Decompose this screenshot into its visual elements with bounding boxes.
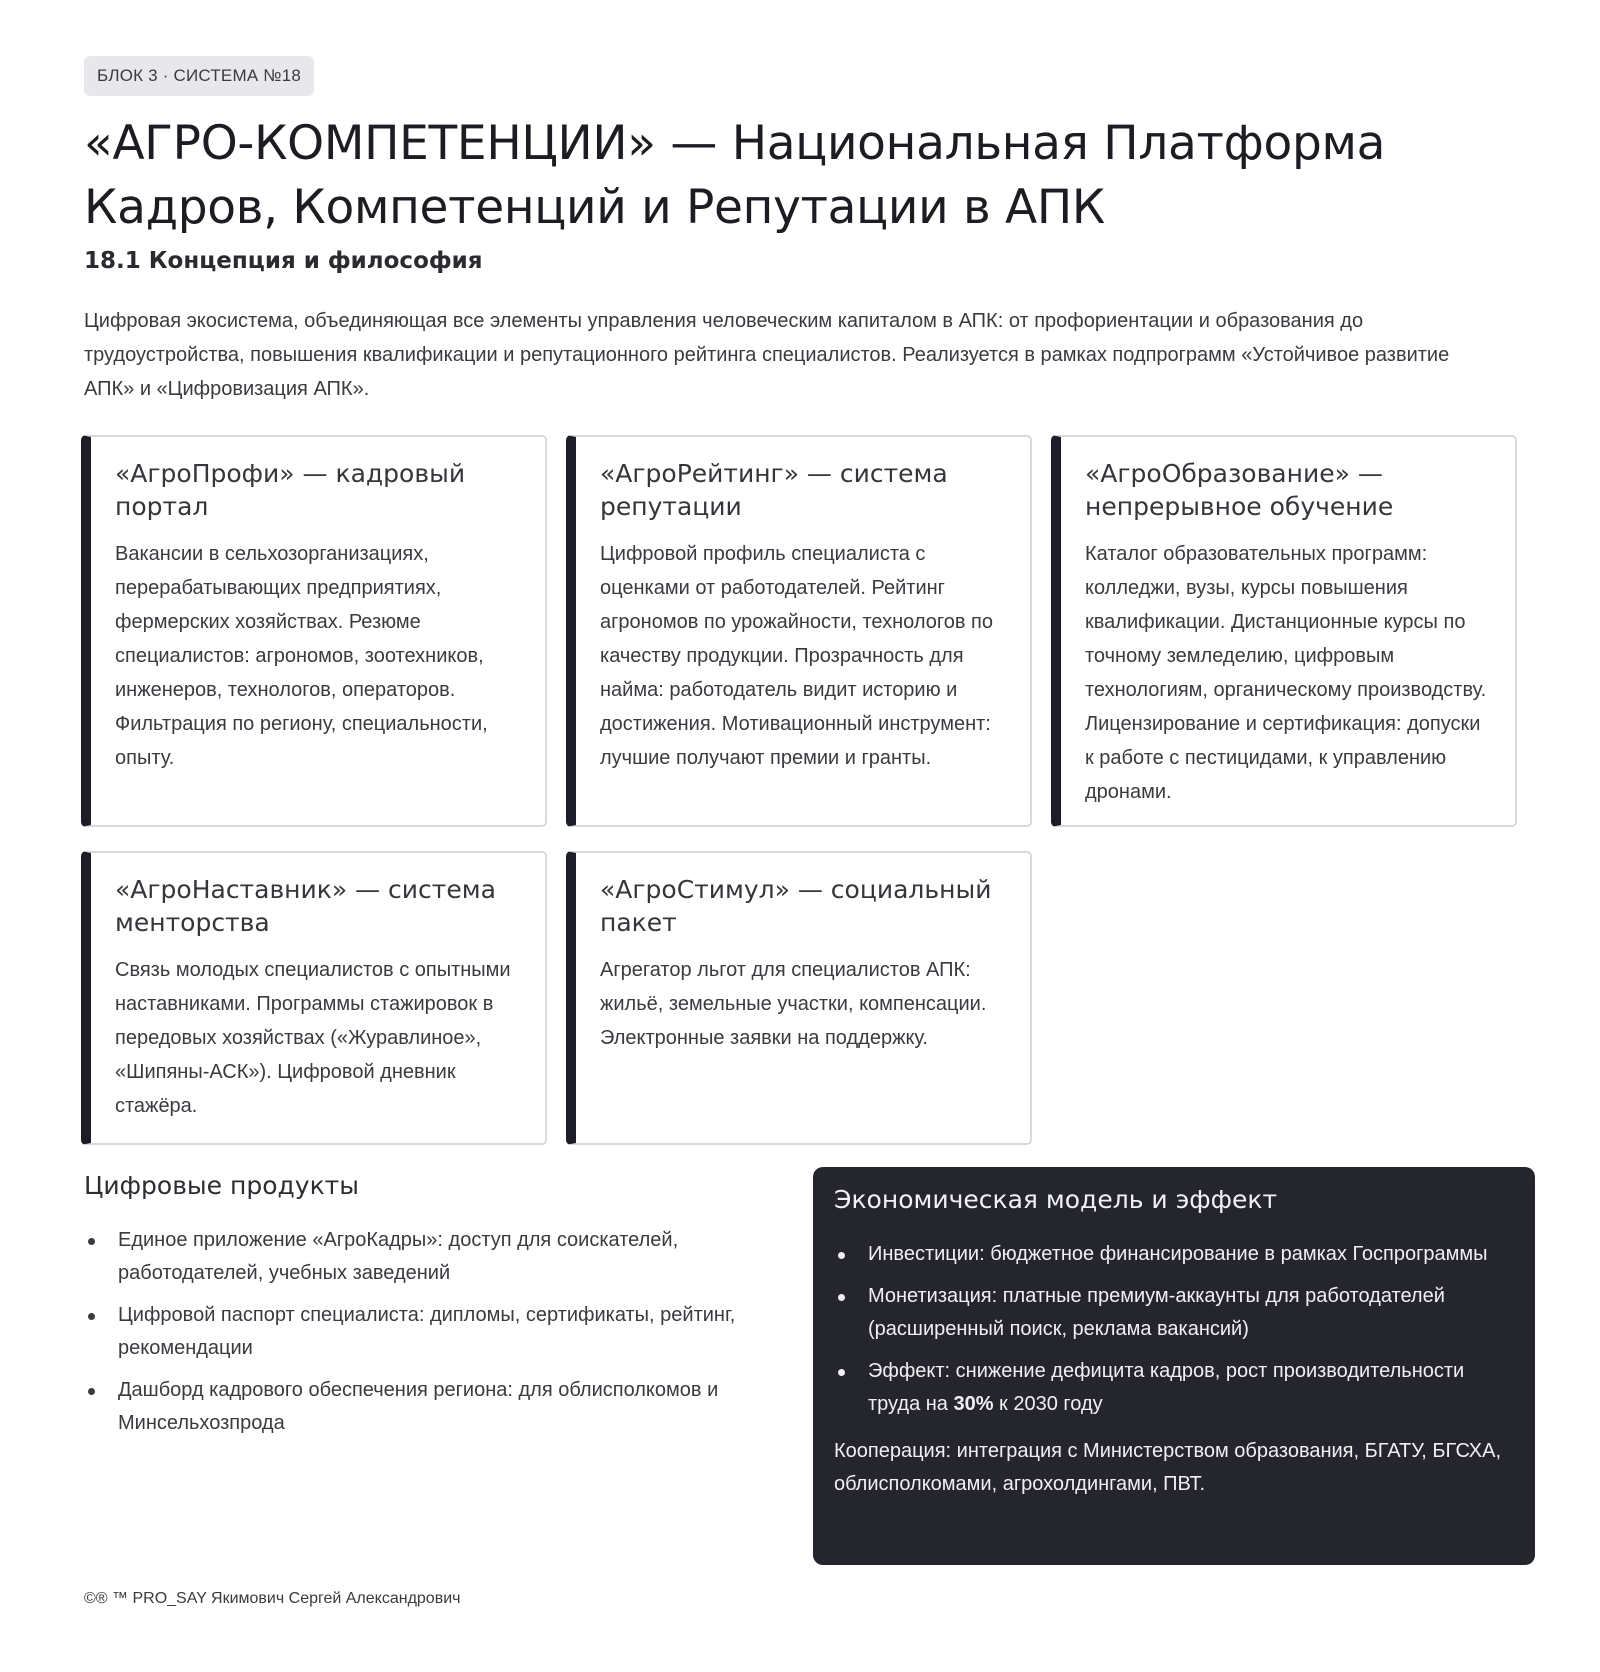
- card-title: «АгроРейтинг» — система репутации: [600, 459, 948, 521]
- bullet-icon: [838, 1252, 845, 1259]
- card-title: «АгроНаставник» — система менторства: [115, 875, 496, 937]
- card-text: Агрегатор льгот для специалистов АПК: жильё, земельные участки, компенсации. Электронные заявки на поддержку.: [600, 959, 987, 1049]
- list-item: [84, 1299, 784, 1365]
- card-agrostimul: [566, 851, 1032, 1145]
- list-item-text-before: Эффект: снижение дефицита кадров, рост производительности труда на: [868, 1360, 1465, 1415]
- list-item: [84, 1224, 784, 1290]
- list-item-text: Монетизация: платные премиум-аккаунты для работодателей (расширенный поиск, реклама вакансий): [868, 1285, 1445, 1340]
- card-text: Связь молодых специалистов с опытными наставниками. Программы стажировок в передовых хозяйствах («Журавлиное», «Шипяны-АСК»). Цифровой дневник стажёра.: [115, 959, 511, 1117]
- card-text: Цифровой профиль специалиста с оценками от работодателей. Рейтинг агрономов по урожайности, технологов по качеству продукции. Прозрачность для найма: работодатель видит историю и достижения. Мотивационный инструмент: лучшие получают премии и гранты.: [600, 543, 993, 769]
- economic-model-panel: [813, 1167, 1535, 1565]
- section-subtitle: 18.1 Концепция и философия: [84, 248, 483, 274]
- list-item-text-after: к 2030 году: [993, 1393, 1103, 1415]
- section-title: Цифровые продукты: [84, 1171, 359, 1200]
- list-item: [834, 1355, 1515, 1421]
- card-title: «АгроСтимул» — социальный пакет: [600, 875, 992, 937]
- cooperation-note: Кооперация: интеграция с Министерством образования, БГАТУ, БГСХА, облисполкомами, агрохолдингами, ПВТ.: [834, 1440, 1502, 1495]
- modules-grid: [81, 435, 1517, 1145]
- bullet-icon: [88, 1238, 95, 1245]
- block-tag: БЛОК 3 · СИСТЕМА №18: [84, 56, 314, 96]
- bullet-icon: [838, 1294, 845, 1301]
- list-item-text: Единое приложение «АгроКадры»: доступ для соискателей, работодателей, учебных заведений: [118, 1229, 679, 1284]
- list-item-text: Цифровой паспорт специалиста: дипломы, сертификаты, рейтинг, рекомендации: [118, 1304, 736, 1359]
- bullet-icon: [838, 1369, 845, 1376]
- page-title: «АГРО-КОМПЕТЕНЦИИ» — Национальная Платформа Кадров, Компетенций и Репутации в АПК: [84, 116, 1386, 235]
- card-agroprofi: [81, 435, 547, 827]
- card-text: Вакансии в сельхозорганизациях, перерабатывающих предприятиях, фермерских хозяйствах. Резюме специалистов: агрономов, зоотехников, инженеров, технологов, операторов. Фильтрация по региону, специальности, опыту.: [115, 543, 488, 769]
- card-text: Каталог образовательных программ: колледжи, вузы, курсы повышения квалификации. Дистанционные курсы по точному земледелию, цифровым технологиям, органическому производству. Лицензирование и сертификация: допуски к работе с пестицидами, к управлению дронами.: [1085, 543, 1487, 803]
- list-item-text: Инвестиции: бюджетное финансирование в рамках Госпрограммы: [868, 1243, 1488, 1265]
- footer-copyright: ©® ™ PRO_SAY Якимович Сергей Александрович: [84, 1590, 461, 1607]
- card-agroobrazovanie: [1051, 435, 1517, 827]
- card-title: «АгроПрофи» — кадровый портал: [115, 459, 466, 521]
- products-list: [84, 1224, 784, 1440]
- intro-paragraph: Цифровая экосистема, объединяющая все элементы управления человеческим капиталом в АПК: от профориентации и образования до трудоустройства, повышения квалификации и репутационного рейтинга специалистов. Реализуется в рамках подпрограмм «Устойчивое развитие АПК» и «Цифровизация АПК».: [84, 310, 1450, 400]
- digital-products-section: [84, 1168, 784, 1449]
- card-title: «АгроОбразование» — непрерывное обучение: [1085, 459, 1394, 521]
- economics-list: [834, 1238, 1515, 1421]
- section-title: Экономическая модель и эффект: [834, 1185, 1278, 1214]
- card-agronastavnik: [81, 851, 547, 1145]
- list-item: [834, 1238, 1515, 1271]
- highlight-value: 30%: [953, 1393, 994, 1415]
- bullet-icon: [88, 1313, 95, 1320]
- list-item: [84, 1374, 784, 1440]
- card-agroreiting: [566, 435, 1032, 827]
- list-item: [834, 1280, 1515, 1346]
- list-item-text: Дашборд кадрового обеспечения региона: для облисполкомов и Минсельхозпрода: [118, 1379, 719, 1434]
- bullet-icon: [88, 1388, 95, 1395]
